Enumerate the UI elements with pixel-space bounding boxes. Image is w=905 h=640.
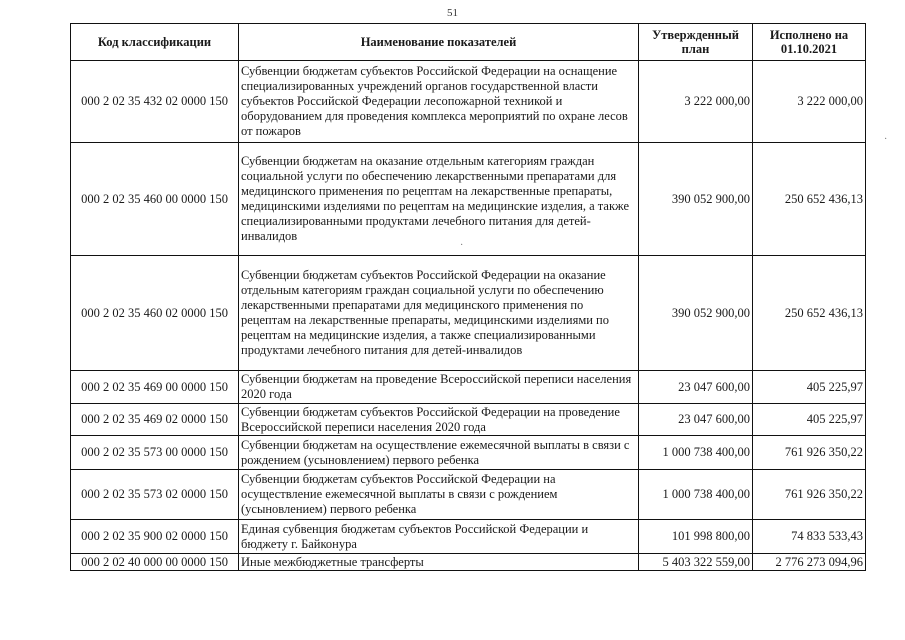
- row-executed: 761 926 350,22: [753, 436, 866, 470]
- table-row: [71, 436, 866, 470]
- row-name: Субвенции бюджетам на проведение Всероссийской переписи населения 2020 года: [239, 371, 639, 404]
- row-code: 000 2 02 35 469 00 0000 150: [71, 371, 239, 404]
- header-executed: Исполнено на 01.10.2021: [753, 24, 866, 61]
- row-code: 000 2 02 35 460 02 0000 150: [71, 256, 239, 371]
- row-plan: 101 998 800,00: [639, 520, 753, 554]
- row-name: Иные межбюджетные трансферты: [239, 554, 639, 571]
- row-name: Субвенции бюджетам на осуществление ежемесячной выплаты в связи с рождением (усыновлением) первого ребенка: [239, 436, 639, 470]
- row-executed: 2 776 273 094,96: [753, 554, 866, 571]
- scan-mark: ·: [884, 134, 888, 145]
- row-code: 000 2 02 35 900 02 0000 150: [71, 520, 239, 554]
- table-row: [71, 520, 866, 554]
- page-number: 51: [447, 7, 458, 19]
- row-code: 000 2 02 35 469 02 0000 150: [71, 404, 239, 436]
- row-plan: 23 047 600,00: [639, 371, 753, 404]
- row-code: 000 2 02 35 460 00 0000 150: [71, 143, 239, 256]
- row-name: Субвенции бюджетам субъектов Российской Федерации на оснащение специализированных учреждений органов государственной власти субъектов Российской Федерации лесопожарной техникой и оборудованием для проведения комплекса мероприятий по охране лесов от пожаров: [239, 61, 639, 143]
- table-row: [71, 404, 866, 436]
- row-executed: 405 225,97: [753, 371, 866, 404]
- row-executed: 74 833 533,43: [753, 520, 866, 554]
- row-plan: 5 403 322 559,00: [639, 554, 753, 571]
- row-executed: 250 652 436,13: [753, 143, 866, 256]
- table-row: [71, 143, 866, 256]
- row-executed: 3 222 000,00: [753, 61, 866, 143]
- row-plan: 3 222 000,00: [639, 61, 753, 143]
- table-header-row: [71, 24, 866, 61]
- table-row: [71, 554, 866, 571]
- row-code: 000 2 02 40 000 00 0000 150: [71, 554, 239, 571]
- row-name: Единая субвенция бюджетам субъектов Российской Федерации и бюджету г. Байконура: [239, 520, 639, 554]
- table-row: [71, 61, 866, 143]
- row-code: 000 2 02 35 432 02 0000 150: [71, 61, 239, 143]
- table-row: [71, 371, 866, 404]
- row-code: 000 2 02 35 573 00 0000 150: [71, 436, 239, 470]
- row-name: Субвенции бюджетам на оказание отдельным категориям граждан социальной услуги по обеспечению лекарственными препаратами для медицинского применения по рецептам на лекарственные препараты, медицинскими изделиями по рецептам на медицинские изделия, а также специализированными продуктами лечебного питания для детей-инвалидов: [239, 143, 639, 256]
- header-name: Наименование показателей: [239, 24, 639, 61]
- row-name: Субвенции бюджетам субъектов Российской Федерации на осуществление ежемесячной выплаты в связи с рождением (усыновлением) первого ребенка: [239, 470, 639, 520]
- row-plan: 390 052 900,00: [639, 143, 753, 256]
- row-name: Субвенции бюджетам субъектов Российской Федерации на оказание отдельным категориям граждан социальной услуги по обеспечению лекарственными препаратами для медицинского применения по рецептам на лекарственные препараты, медицинскими изделиями по рецептам на медицинские изделия, а также специализированными продуктами лечебного питания для детей-инвалидов: [239, 256, 639, 371]
- row-name: Субвенции бюджетам субъектов Российской Федерации на проведение Всероссийской переписи населения 2020 года: [239, 404, 639, 436]
- header-plan: Утвержденный план: [639, 24, 753, 61]
- header-code: Код классификации: [71, 24, 239, 61]
- row-executed: 761 926 350,22: [753, 470, 866, 520]
- row-executed: 250 652 436,13: [753, 256, 866, 371]
- budget-table: [70, 23, 866, 571]
- row-executed: 405 225,97: [753, 404, 866, 436]
- table-row: [71, 470, 866, 520]
- table-row: [71, 256, 866, 371]
- row-plan: 1 000 738 400,00: [639, 436, 753, 470]
- row-plan: 390 052 900,00: [639, 256, 753, 371]
- row-code: 000 2 02 35 573 02 0000 150: [71, 470, 239, 520]
- row-plan: 1 000 738 400,00: [639, 470, 753, 520]
- row-plan: 23 047 600,00: [639, 404, 753, 436]
- scan-mark: ·: [460, 240, 464, 251]
